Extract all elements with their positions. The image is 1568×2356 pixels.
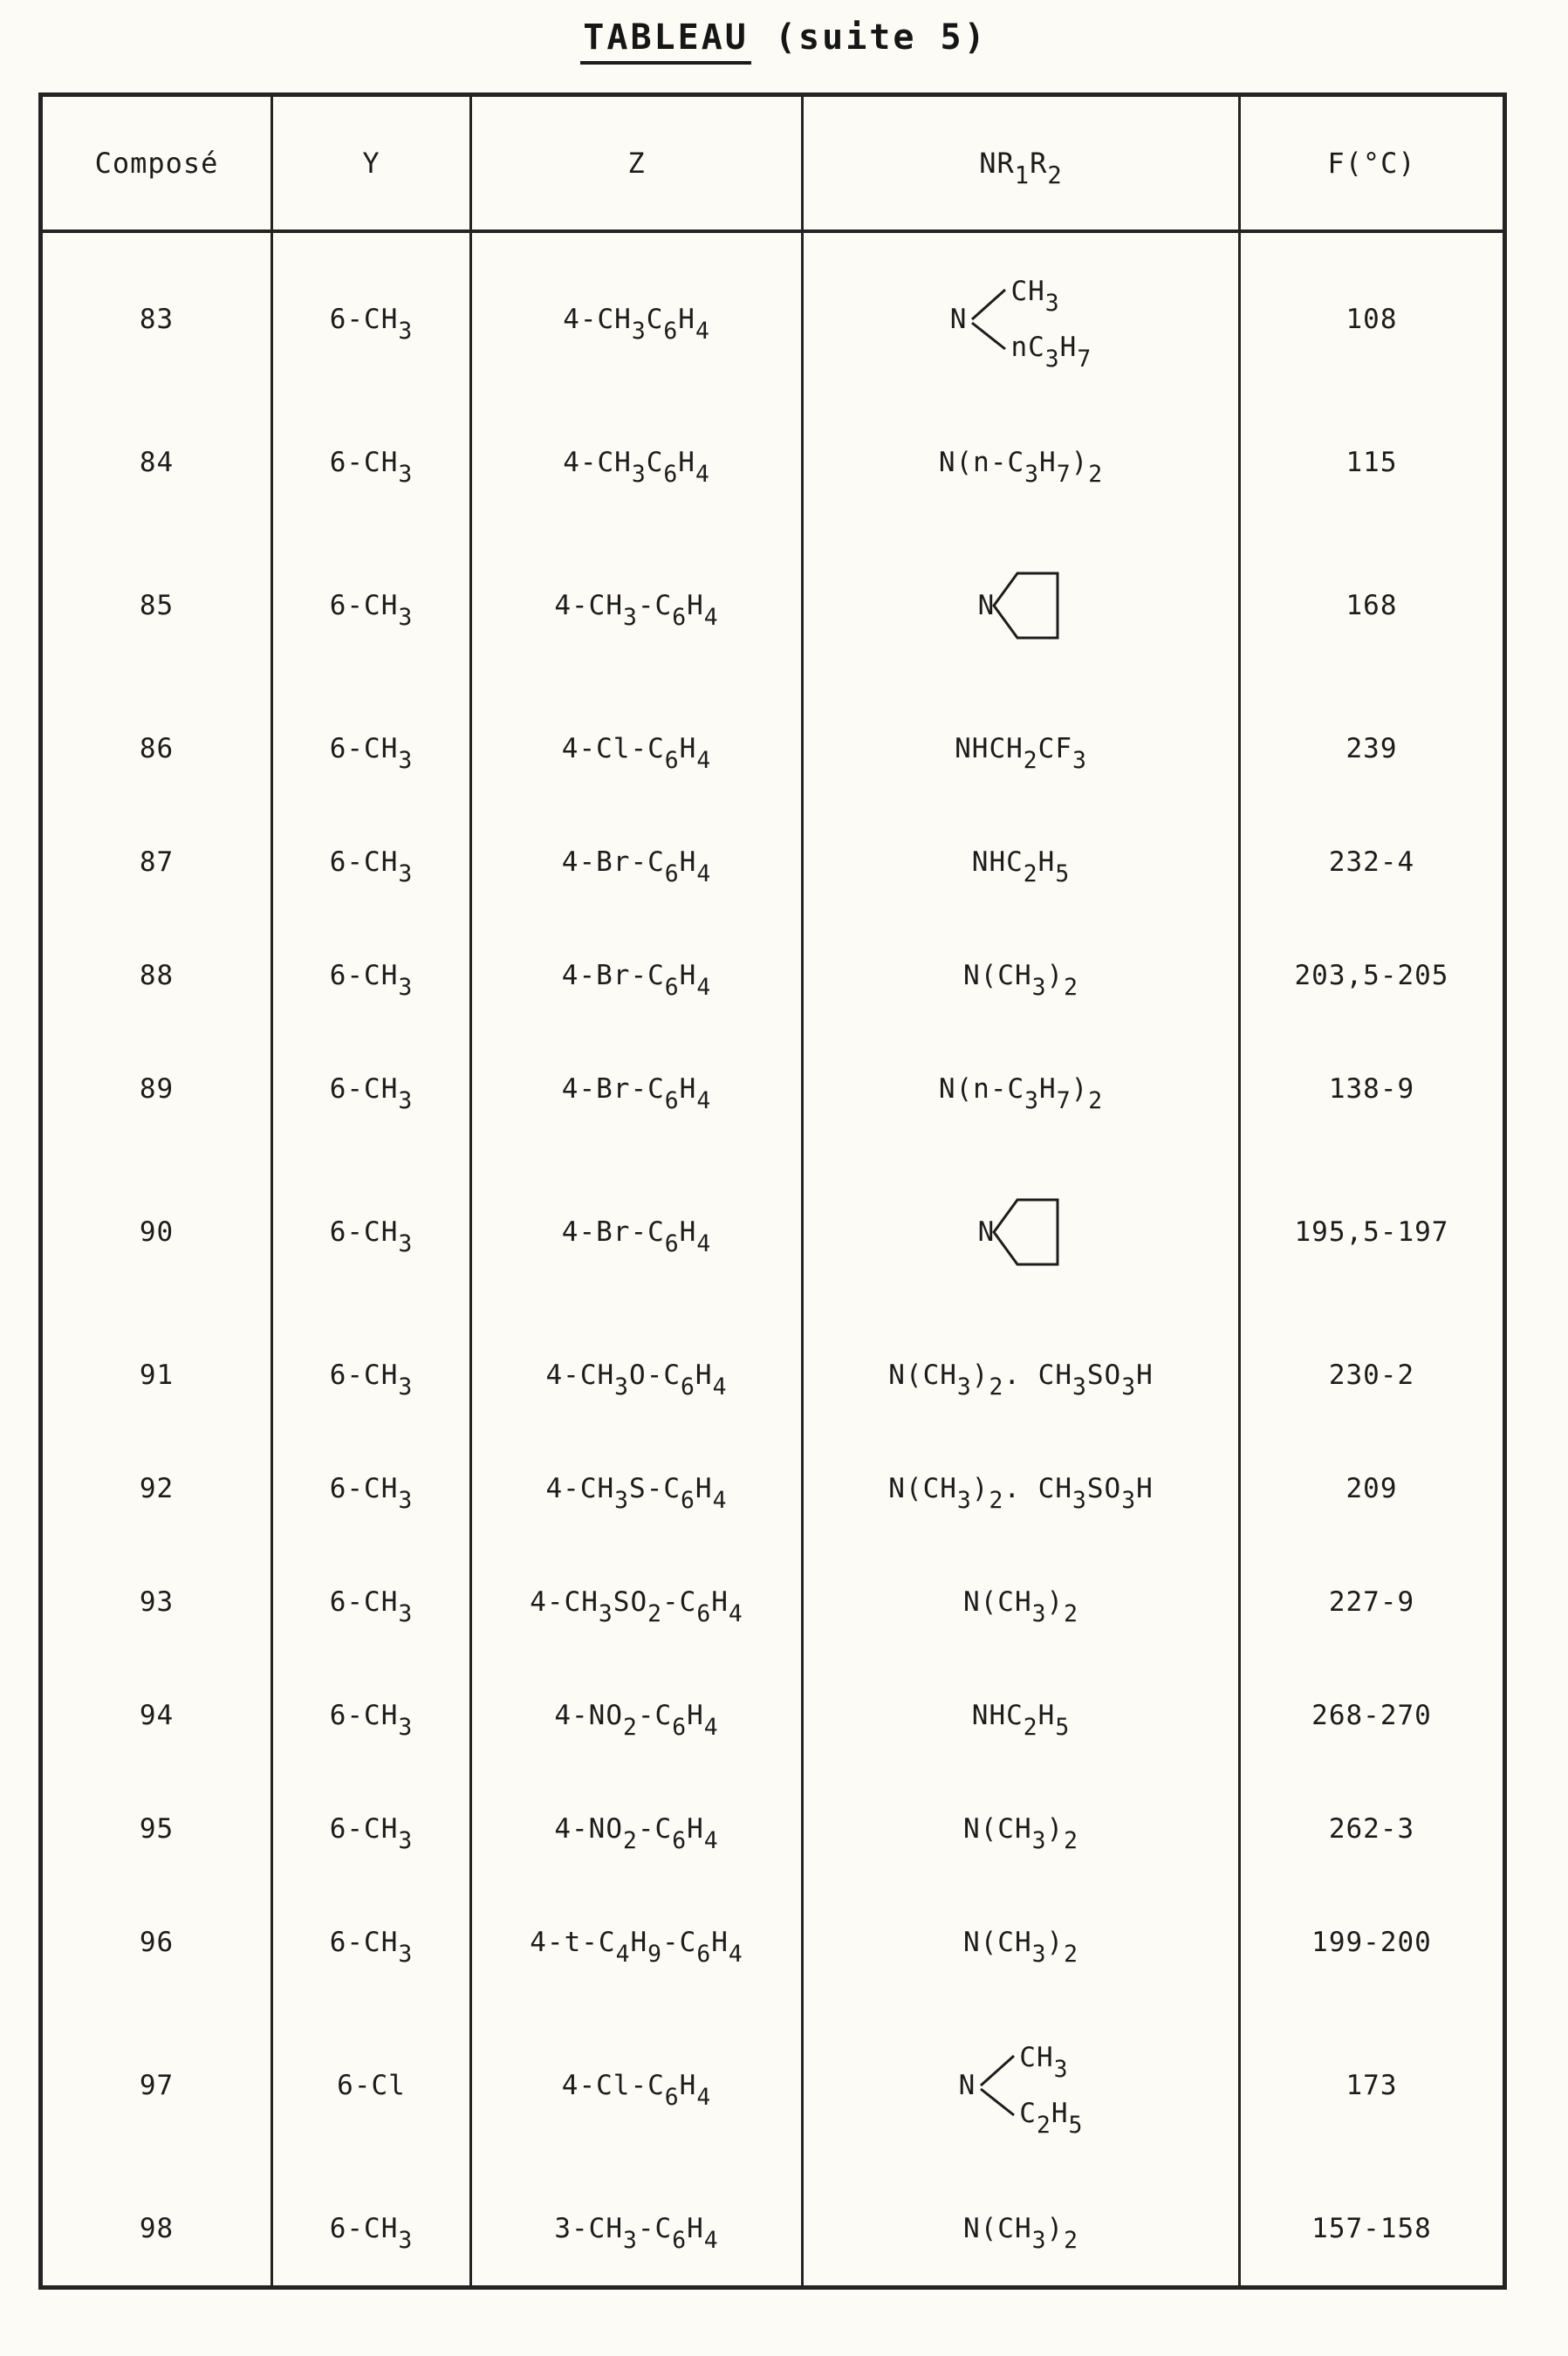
y-substituent-cell: $6-CH_3$ xyxy=(272,1659,471,1772)
y-substituent-cell: $6-CH_3$ xyxy=(272,2172,471,2288)
compound-number-cell: 96 xyxy=(139,1927,175,1958)
compound-table xyxy=(38,92,1507,2290)
compound-number-cell: 97 xyxy=(139,2070,175,2101)
y-substituent-cell: $6-CH_3$ xyxy=(272,1886,471,1999)
table-row xyxy=(41,1886,1505,1999)
table-row xyxy=(41,1545,1505,1659)
z-substituent-cell: $4-NO_2-C_6H_4$ xyxy=(471,1772,803,1886)
table-row xyxy=(41,231,1505,406)
title-tableau: TABLEAU xyxy=(580,17,751,65)
z-substituent-cell: $4-CH_3C_6H_4$ xyxy=(471,231,803,406)
melting-point-cell: 227-9 xyxy=(1240,1545,1505,1659)
melting-point-cell: 138-9 xyxy=(1240,1032,1505,1146)
y-substituent-cell: $6-CH_3$ xyxy=(272,1772,471,1886)
compound-number-cell: 84 xyxy=(139,447,175,478)
page-title xyxy=(0,17,1568,58)
amine-branch-structure xyxy=(958,2042,1084,2139)
z-substituent-cell: $4-Cl-C_6H_4$ xyxy=(471,1999,803,2172)
nr1r2-cell xyxy=(803,519,1240,692)
nr1r2-cell xyxy=(803,406,1240,519)
nr1r2-formula: $N(CH_3)_2$. $CH_3SO_3H$ xyxy=(888,1473,1154,1514)
table-row xyxy=(41,406,1505,519)
branch-bottom-label: $nC_3H_7$ xyxy=(1010,332,1092,373)
z-substituent-cell: $4-Br-C_6H_4$ xyxy=(471,919,803,1032)
melting-point-cell: 268-270 xyxy=(1240,1659,1505,1772)
header-nr1r2: $NR_1R_2$ xyxy=(803,95,1240,232)
table-row xyxy=(41,1032,1505,1146)
branch-bonds-icon xyxy=(977,2042,1017,2129)
melting-point-cell: 262-3 xyxy=(1240,1772,1505,1886)
y-substituent-cell: $6-CH_3$ xyxy=(272,519,471,692)
compound-number-cell: 94 xyxy=(139,1700,175,1731)
table-body xyxy=(41,231,1505,2288)
nr1r2-cell xyxy=(803,1432,1240,1545)
table-row xyxy=(41,1772,1505,1886)
ring-bonds-icon xyxy=(990,1194,1064,1270)
compound-number-cell: 89 xyxy=(139,1073,175,1105)
compound-number-cell: 93 xyxy=(139,1586,175,1618)
nr1r2-cell xyxy=(803,1886,1240,1999)
header-row xyxy=(41,95,1505,232)
melting-point-cell: 239 xyxy=(1240,692,1505,805)
branch-bottom-label: $C_2H_5$ xyxy=(1019,2098,1084,2139)
z-substituent-cell: $4-CH_3C_6H_4$ xyxy=(471,406,803,519)
table-row xyxy=(41,519,1505,692)
amine-branch-structure xyxy=(949,276,1092,373)
nitrogen-atom-label: N xyxy=(958,2070,976,2101)
ring-bonds-icon xyxy=(990,567,1064,644)
nr1r2-cell xyxy=(803,1999,1240,2172)
table-row xyxy=(41,2172,1505,2288)
y-substituent-cell: $6-CH_3$ xyxy=(272,231,471,406)
header-compose: Composé xyxy=(41,95,272,232)
nr1r2-formula: $N(CH_3)_2$. $CH_3SO_3H$ xyxy=(888,1359,1154,1401)
nr1r2-cell xyxy=(803,1772,1240,1886)
nr1r2-cell xyxy=(803,2172,1240,2288)
branch-labels xyxy=(1010,276,1092,373)
nr1r2-cell xyxy=(803,1146,1240,1318)
melting-point-cell: 199-200 xyxy=(1240,1886,1505,1999)
z-substituent-cell: $4-NO_2-C_6H_4$ xyxy=(471,1659,803,1772)
compound-number-cell: 86 xyxy=(139,733,175,764)
z-substituent-cell: $4-t-C_4H_9-C_6H_4$ xyxy=(471,1886,803,1999)
table-row xyxy=(41,1432,1505,1545)
nr1r2-cell xyxy=(803,1659,1240,1772)
nr1r2-formula: $N(n-C_3H_7)_2$ xyxy=(938,1073,1104,1114)
table-row xyxy=(41,1146,1505,1318)
z-substituent-cell: $4-CH_3-C_6H_4$ xyxy=(471,519,803,692)
pyrrolidine-ring-structure xyxy=(978,1194,1065,1270)
nr1r2-formula: $N(CH_3)_2$ xyxy=(962,960,1079,1001)
z-substituent-cell: $4-CH_3SO_2-C_6H_4$ xyxy=(471,1545,803,1659)
nr1r2-formula: $N(CH_3)_2$ xyxy=(962,1927,1079,1968)
nr1r2-formula: $NHC_2H_5$ xyxy=(971,1700,1071,1741)
compound-number-cell: 90 xyxy=(139,1216,175,1248)
melting-point-cell: 108 xyxy=(1240,231,1505,406)
compound-number-cell: 98 xyxy=(139,2213,175,2244)
melting-point-cell: 168 xyxy=(1240,519,1505,692)
melting-point-cell: 232-4 xyxy=(1240,805,1505,919)
table-header xyxy=(41,95,1505,232)
table-row xyxy=(41,805,1505,919)
branch-top-label: $CH_3$ xyxy=(1019,2042,1069,2083)
nr1r2-cell xyxy=(803,1032,1240,1146)
z-substituent-cell: $4-CH_3O-C_6H_4$ xyxy=(471,1318,803,1432)
nr1r2-formula: $N(CH_3)_2$ xyxy=(962,1586,1079,1627)
y-substituent-cell: $6-CH_3$ xyxy=(272,692,471,805)
y-substituent-cell: $6-CH_3$ xyxy=(272,406,471,519)
melting-point-cell: 203,5-205 xyxy=(1240,919,1505,1032)
nitrogen-atom-label: N xyxy=(949,304,968,335)
nr1r2-cell xyxy=(803,805,1240,919)
y-substituent-cell: $6-CH_3$ xyxy=(272,1545,471,1659)
nr1r2-cell xyxy=(803,1545,1240,1659)
compound-number-cell: 88 xyxy=(139,960,175,991)
branch-bonds-icon xyxy=(969,276,1009,363)
melting-point-cell: 209 xyxy=(1240,1432,1505,1545)
nitrogen-atom-label: N xyxy=(977,1216,996,1248)
nr1r2-cell xyxy=(803,1318,1240,1432)
nitrogen-atom-label: N xyxy=(977,590,996,621)
y-substituent-cell: $6-CH_3$ xyxy=(272,1146,471,1318)
nr1r2-formula: $NHCH_2CF_3$ xyxy=(955,733,1087,774)
y-substituent-cell: $6-CH_3$ xyxy=(272,1318,471,1432)
y-substituent-cell: 6-Cl xyxy=(272,1999,471,2172)
table-row xyxy=(41,1999,1505,2172)
compound-number-cell: 85 xyxy=(139,590,175,621)
compound-number-cell: 92 xyxy=(139,1473,175,1504)
branch-labels xyxy=(1019,2042,1084,2139)
nr1r2-formula: $NHC_2H_5$ xyxy=(971,846,1071,887)
z-substituent-cell: $3-CH_3-C_6H_4$ xyxy=(471,2172,803,2288)
nr1r2-cell xyxy=(803,919,1240,1032)
header-z: Z xyxy=(471,95,803,232)
compound-number-cell: 83 xyxy=(139,304,175,335)
pyrrolidine-ring-structure xyxy=(978,567,1065,644)
melting-point-cell: 195,5-197 xyxy=(1240,1146,1505,1318)
nr1r2-formula: $N(CH_3)_2$ xyxy=(962,1813,1079,1854)
y-substituent-cell: $6-CH_3$ xyxy=(272,1032,471,1146)
header-melting-point: F(°C) xyxy=(1240,95,1505,232)
z-substituent-cell: $4-Br-C_6H_4$ xyxy=(471,805,803,919)
table-row xyxy=(41,1659,1505,1772)
table-row xyxy=(41,1318,1505,1432)
nr1r2-formula: $N(CH_3)_2$ xyxy=(962,2213,1079,2254)
z-substituent-cell: $4-Cl-C_6H_4$ xyxy=(471,692,803,805)
y-substituent-cell: $6-CH_3$ xyxy=(272,1432,471,1545)
table-row xyxy=(41,919,1505,1032)
melting-point-cell: 157-158 xyxy=(1240,2172,1505,2288)
y-substituent-cell: $6-CH_3$ xyxy=(272,919,471,1032)
nr1r2-cell xyxy=(803,231,1240,406)
compound-number-cell: 87 xyxy=(139,846,175,878)
branch-top-label: $CH_3$ xyxy=(1010,276,1060,317)
z-substituent-cell: $4-Br-C_6H_4$ xyxy=(471,1032,803,1146)
y-substituent-cell: $6-CH_3$ xyxy=(272,805,471,919)
melting-point-cell: 173 xyxy=(1240,1999,1505,2172)
melting-point-cell: 230-2 xyxy=(1240,1318,1505,1432)
nr1r2-cell xyxy=(803,692,1240,805)
title-suite-label: (suite 5) xyxy=(750,17,988,58)
z-substituent-cell: $4-CH_3S-C_6H_4$ xyxy=(471,1432,803,1545)
header-y: Y xyxy=(272,95,471,232)
compound-number-cell: 91 xyxy=(139,1359,175,1391)
melting-point-cell: 115 xyxy=(1240,406,1505,519)
nr1r2-formula: $N(n-C_3H_7)_2$ xyxy=(938,447,1104,488)
table-row xyxy=(41,692,1505,805)
z-substituent-cell: $4-Br-C_6H_4$ xyxy=(471,1146,803,1318)
compound-number-cell: 95 xyxy=(139,1813,175,1845)
